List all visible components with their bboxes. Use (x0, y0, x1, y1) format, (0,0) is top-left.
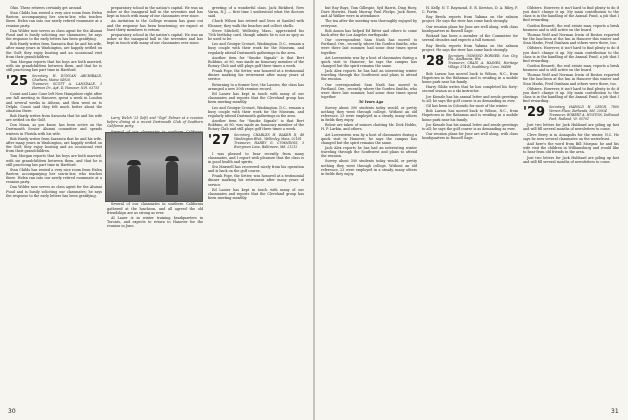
right-column-2 (422, 6, 518, 404)
left-column-2 (107, 6, 203, 404)
paragraph: Stu Maxwell has recovered nicely from his operation and is back on the golf course. (208, 164, 304, 174)
photo-figure-right (166, 161, 178, 195)
left-column-3 (208, 6, 304, 404)
class-treasurer: Treasurer, CRAIG A. HAINES, Heritage Village 374-B, Southbury, Conn. 06488 (448, 61, 518, 70)
paragraph: Tom Morgan reports that his boys are both married, with six grandchildren between them, and that he is still practicing law part time in Hartford. (6, 154, 102, 167)
paragraph: H. Kelly, N. T. Raymond, E. R. Kerston, D. A. Riley, F. C. Fortin. (422, 6, 518, 15)
section-subhead: 50 Years Ago (358, 100, 384, 105)
paragraph: Bob Hardy writes from Sarasota that he and his wife are settled on the Gulf. (6, 114, 102, 123)
class-year: '29 (523, 105, 546, 121)
paragraph: Gordon Bennett, the real estate man, reports a brisk business and is still active on the board. (523, 23, 619, 32)
left-page (0, 0, 313, 420)
paragraph: Harry Gibbs writes that he has completed his forty-second season as a ski instructor. (422, 85, 518, 94)
paragraph: Bob Hardy writes from Sarasota that he and his wife, after many years in Washington, are happily settled on the Gulf; they enjoy boating and an occasional visit from their grandchildren. (6, 42, 102, 59)
paragraph: Stan Childs has rented a very nice room from Helen Bartow, accompanying her son-in-law, who teaches there. Helen ran into our newly retired roommate at a reunion party. (6, 11, 102, 28)
paragraph: I was pleased to hear recently from many classmates, and I report with pleasure that the class is in good health and spirits. (208, 151, 304, 164)
paragraph: Oldsters. However, it isn't hard to find plenty to do if you don't charge it up. My main contribution to the class is in the handling of the Annual Fund, a job that I find rewarding. (523, 86, 619, 104)
paragraph: preparatory school in the nation's capital. He was an usher at the inaugural ball in the seventies and has kept in touch with many of our classmates ever since. (107, 32, 203, 46)
right-column-1 (321, 6, 417, 404)
paragraph: Art Lowenstein was by a host of classmates during a quick visit to Hanover; he says the campus has changed but the spirit remains the same. (321, 55, 417, 68)
paragraph: Ray Breda reports from Yakima on the salmon project. He says the river has come back strongly. (422, 43, 518, 52)
photo-hat-right (165, 156, 179, 161)
paragraph: Survey about 300 students today would, or pretty nothing they went through college. Without an old reference, 23 were employed in a steady, many others in fields they enjoy. (321, 159, 417, 176)
paragraph: Joe Kienzle has his annual letter and sends greetings to all; he says the golf course is as demanding as ever. (422, 94, 518, 103)
photo-caption: Larry Welch '25 (left) and "Gigi" Palmer at a reunion before dining at a recent Dartmouth Club of Southern California party. (107, 116, 203, 129)
paragraph: Bob Anson has helped Ed Ritter and others to come back after the Los Angeles earthquake. (321, 28, 417, 37)
paragraph: Thomas Wolf and Norman Irwin of Boston reported for the luncheon at the Inn in Hanover this winter and Stan Marks, Fred Dunham and others were there, too. (523, 32, 619, 46)
paragraph: Chuck Wilson has retired and lives at Sanibel with Eleanor; they walk the beaches and collect shells. (208, 19, 304, 28)
class-heading-27 (208, 134, 304, 149)
paragraph: greeting of a wonderful class. Jack Bickford, New Varna, N.J. — first time I understood what the doctors said. (208, 6, 304, 19)
class-year: '27 (208, 133, 231, 149)
class-secretary: Secretary, HAROLD H. LEICH, 7800 Vernon Place, Bethesda, Md. 20034 (549, 105, 619, 113)
class-year: '25 (6, 74, 29, 90)
paragraph: Tom Morgan reports that his boys are both married, with six grandchildren between them, and that he is still practicing law part time in Hartford. (6, 59, 102, 73)
class-treasurer: Treasurer, HARRY G. CUMMINGS, 3 Evergreen Lane, Baltimore, Md. 21212 (234, 140, 304, 149)
class-treasurer: Treasurer, SCOTT A. LANSDALE, 3 Harmon Dr., Apt. D, Hanover, N.H. 03755 (32, 81, 102, 90)
paragraph: Oldsters. However, it isn't hard to find plenty to do if you don't charge it up. My main contribution to the class is in the handling of the Annual Fund, a job that I find rewarding. (523, 46, 619, 63)
right-column-3 (523, 6, 619, 404)
paragraph: Dan Wilder now serves as class agent for the Alumni Fund and is busily soliciting our classmates; he says the response to the early letters has been gratifying. (6, 28, 102, 42)
paragraph: Oldsters. However, it isn't hard to find plenty to do if you don't charge it up. My main contribution to the class is in the handling of the Annual Fund, a job that I find rewarding. (523, 6, 619, 23)
class-heading-25 (6, 75, 102, 90)
paragraph: Bob Larson has moved back to Wilson, N.C., from Hopetown in the Bahamas and is residing in a mobile home park near his family. (422, 71, 518, 85)
paragraph: but Ray Buys, Tom Gillespie, Syd Harris, Ding Hoey, Dave Horwitz, Hank Murray, Paul Phelps, Jack Rowe, and Al Walker were in attendance. (321, 6, 417, 19)
page-number-right: 31 (611, 408, 619, 415)
paragraph: Rickard has been a member of the Committee for several decades and expects a full turnout. (422, 34, 518, 43)
class-heading-28 (422, 55, 518, 70)
paragraph: Cleve Berry is in Annapolis for the winter, N.C. He says he sees several classmates on the waterfront. (523, 132, 619, 141)
paragraph: Don Mann, as you know, has been active on the Dartmouth Senior Alumni committee and spends winters in Florida with his wife. (6, 123, 102, 136)
paragraph: Ray Breda reports from Yakima on the salmon project. He says the river has come back strongly. (422, 15, 518, 24)
paragraph: Our correspondent Sam Nash has moved to Portland, Ore., recently, where the Gorden Smiths, who were there last summer, had some dear times spent together. (321, 82, 417, 99)
class-photo (105, 132, 203, 202)
paragraph: An invitation to the College reunion has gone out and the response has been heartening; we expect at least thirty members to return. (107, 19, 203, 32)
class-secretary: Secretary, OSMOND BORNER, Sun City, Fla., Kaukauna, Wis. (448, 53, 518, 62)
paragraph: Frank Pope, the Setter, was honored at a testimonial dinner marking his retirement after many years of service. (208, 69, 304, 82)
page-number-left: 30 (8, 408, 16, 415)
paragraph: Ed Lanier has kept in touch with many of our classmates and reports that the Cleveland group has been meeting monthly. (208, 187, 304, 200)
paragraph: Just two letters for Jack Hubbard are piling up fast and will fill several months of newsletters to come. (523, 123, 619, 132)
paragraph: Count and Lane Cone left New Hampshire right after our fall meeting in Hanover, spent a week in London and several weeks in Athens, and then went on to Delphi. Count said they felt much better about the situation there. (6, 92, 102, 113)
class-year: '28 (422, 53, 445, 69)
paragraph: Steve Mitchell, Wellesley, Mass., appreciated his 75th birthday card, though admits he is not as spry as he used to be. (208, 28, 304, 42)
paragraph: Jack Alex reports he has had an interesting winter traveling through the Southwest and plans to attend the reunion. (321, 145, 417, 159)
paragraph: Another item for "Smoke Signals" is that Bert Robbins, at 80, was made an honorary member of the Rotary Club and still plays golf three times a week. (208, 55, 304, 68)
paragraph: Ed Lanier has kept in touch with many of our classmates and reports that the Cleveland group has been meeting monthly. (208, 92, 304, 105)
paragraph: Several of our classmates in southern California gathered at the luncheon, and all agreed the old friendships are as strong as ever. (107, 202, 203, 215)
right-page (315, 0, 628, 420)
paragraph: Another item for "Smoke Signals" is that Bert Robbins, at 80, was made an honorary member of the Rotary Club and still plays golf three times a week. (208, 119, 304, 132)
photo-figure-left (128, 165, 140, 195)
paragraph: Below are taken of seniors chatting Mr. Dick Hobbs, H. P. Larkin, and others. (321, 123, 417, 132)
paragraph: Leo and Georgie Crosset, Washington, D.C., remain a busy couple with their work for the Museum, and regularly attend Dartmouth gatherings in the area. (208, 42, 304, 55)
paragraph: Leo and Georgie Crosset, Washington, D.C., remain a busy couple with their work for the Museum, and regularly attend Dartmouth gatherings in the area. (208, 105, 304, 118)
paragraph: Thomas Wolf and Norman Irwin of Boston reported for the luncheon at the Inn in Hanover this winter and Stan Marks, Fred Dunham and others were there, too. (523, 73, 619, 86)
paragraph: Art Lowenstein was by a host of classmates during a quick visit to Hanover; he says the campus has changed but the spirit remains the same. (321, 132, 417, 145)
paragraph: Al Lauer is in winter training headquarters in Toronto, and expects to return to Hanover for the reunion in June. (107, 215, 203, 229)
paragraph: Just two letters for Jack Hubbard are piling up fast and will fill several months of newsletters to come. (523, 155, 619, 164)
class-heading-29 (523, 106, 619, 121)
paragraph: preparatory school in the nation's capital. He was an usher at the inaugural ball in the seventies and has kept in touch with many of our classmates ever since. (107, 6, 203, 19)
paragraph: Joe Kienzle has his annual letter and sends greetings to all; he says the golf course is as demanding as ever. (422, 122, 518, 131)
paragraph: And here's the word from Bill Morgan: he and his wife visit the children in Williamsburg and would like to hear from old friends in the area. (523, 142, 619, 155)
class-treasurer: Treasurer, ROBERT A. HUSTON, Dellwood Park, Rutland, Vt. 05701 (549, 112, 619, 121)
paragraph: The tea after the meeting was thoroughly enjoyed by everyone. (321, 19, 417, 28)
paragraph: Ohio. These retirees certainly get around. (10, 6, 83, 10)
paragraph: Gil has been in Colorado for most of the winter. (426, 104, 508, 109)
paragraph: Bob Larson has moved back to Wilson, N.C., from Hopetown in the Bahamas and is residing in a mobile home park near his family. (422, 109, 518, 122)
paragraph: Jack Alex reports he has had an interesting winter traveling through the Southwest and plans to attend the reunion. (321, 69, 417, 82)
left-column-1 (6, 6, 102, 404)
paragraph: Stan Childs has rented a very nice room from Helen Bartow, accompanying her son-in-law, who teaches there. Helen ran into our newly retired roommate at a reunion party. (6, 167, 102, 185)
paragraph: Returning to a former love, the Lassies, the class has arranged a new 50th reunion record. (208, 82, 304, 91)
paragraph: Frank Pope, the Setter, was honored at a testimonial dinner marking his retirement after many years of service. (208, 174, 304, 187)
photo-spacer (107, 46, 203, 116)
paragraph: Bob Hardy writes from Sarasota that he and his wife, after many years in Washington, are happily settled on the Gulf; they enjoy boating and an occasional visit from their grandchildren. (6, 136, 102, 154)
paragraph: Survey about 300 students today would, or pretty nothing they went through college. Without an old reference, 23 were employed in a steady, many others in fields they enjoy. (321, 105, 417, 122)
class-secretary: Secretary, CHARLES H. BAKER II, 48 Washington Blvd., Wellesley, Mass. 02181 (234, 133, 304, 142)
class-secretary: Secretary, H. DUNCAN ARCHIBALD, Chatham, Maine 04926 (32, 74, 102, 82)
paragraph: Our reunion plans for June are well along, with class headquarters in Russell Sage. (422, 24, 518, 33)
paragraph: Gordon Bennett, the real estate man, reports a brisk business and is still active on the board. (523, 63, 619, 73)
paragraph: Dan Wilder now serves as class agent for the Alumni Fund and is busily soliciting our classmates; he says the response to the early letters has been gratifying. (6, 185, 102, 198)
paragraph: Our correspondent Sam Nash has moved to Portland, Ore., recently, where the Gorden Smiths, who were there last summer, had some dear times spent together. (321, 38, 417, 55)
paragraph: Our reunion plans for June are well along, with class headquarters in Russell Sage. (422, 132, 518, 141)
photo-hat-left (127, 160, 141, 165)
